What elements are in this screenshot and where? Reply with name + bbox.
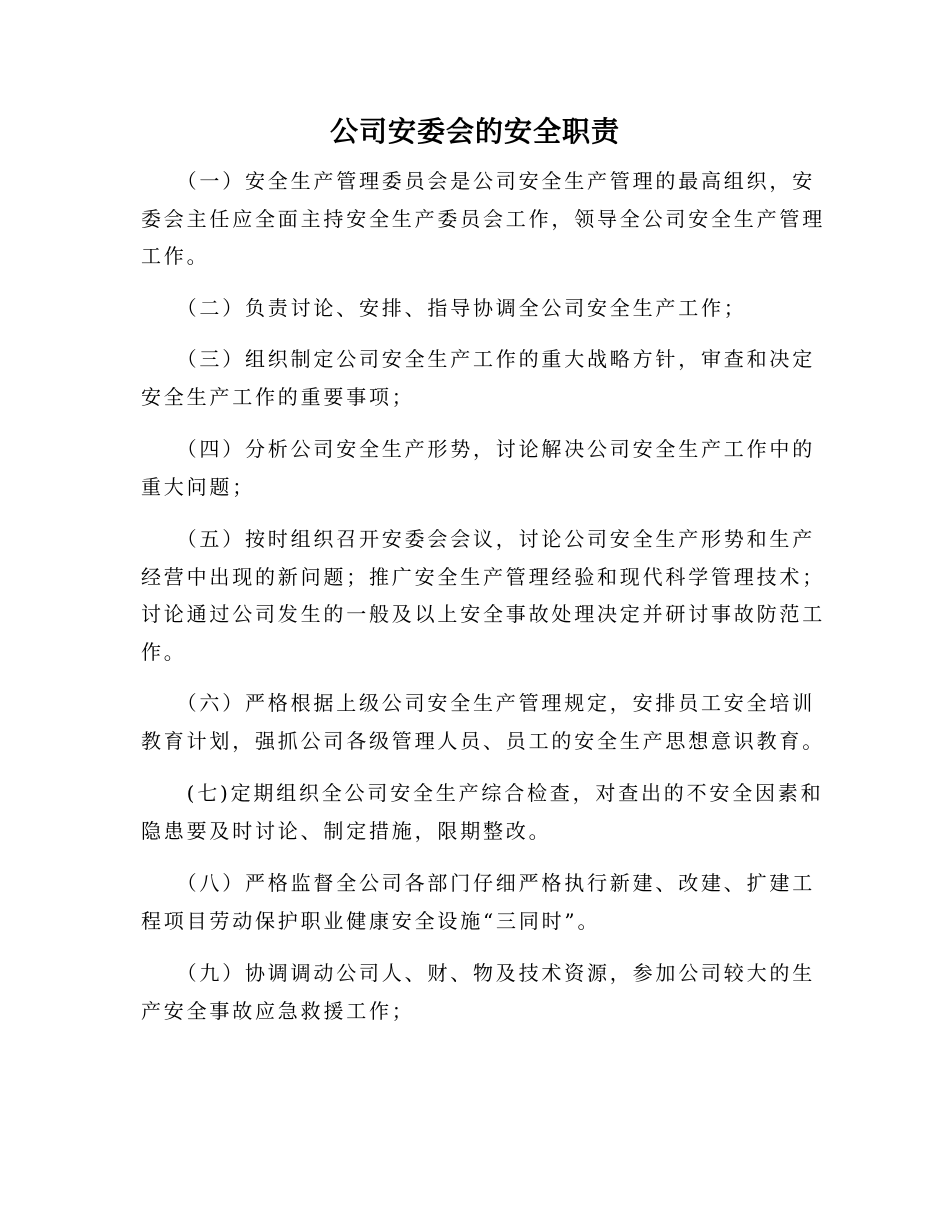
paragraph-6: （六）严格根据上级公司安全生产管理规定，安排员工安全培训 教育计划，强抓公司各级管理人员、员工的安全生产思想意识教育。	[141, 691, 825, 753]
paragraph-9: （九）协调调动公司人、财、物及技术资源，参加公司较大的生 产安全事故应急救援工作；	[141, 961, 815, 1023]
paragraph-7: (七)定期组织全公司安全生产综合检查，对查出的不安全因素和 隐患要及时讨论、制定措施，限期整改。	[141, 781, 824, 843]
paragraph-5: （五）按时组织召开安委会会议，讨论公司安全生产形势和生产 经营中出现的新问题；推广安全生产管理经验和现代科学管理技术； 讨论通过公司发生的一般及以上安全事故处理决定并研讨事故防范工 作。	[141, 527, 825, 664]
paragraph-1: （一）安全生产管理委员会是公司安全生产管理的最高组织，安 委会主任应全面主持安全生产委员会工作，领导全公司安全生产管理 工作。	[141, 169, 825, 268]
paragraph-4: （四）分析公司安全生产形势，讨论解决公司安全生产工作中的 重大问题；	[141, 437, 815, 499]
document-title: 公司安委会的安全职责	[329, 115, 620, 148]
paragraph-8: （八）严格监督全公司各部门仔细严格执行新建、改建、扩建工 程项目劳动保护职业健康安全设施“三同时”。	[141, 871, 815, 933]
paragraph-2: （二）负责讨论、安排、指导协调全公司安全生产工作；	[141, 296, 747, 320]
paragraph-3: （三）组织制定公司安全生产工作的重大战略方针，审查和决定 安全生产工作的重要事项；	[141, 347, 815, 409]
